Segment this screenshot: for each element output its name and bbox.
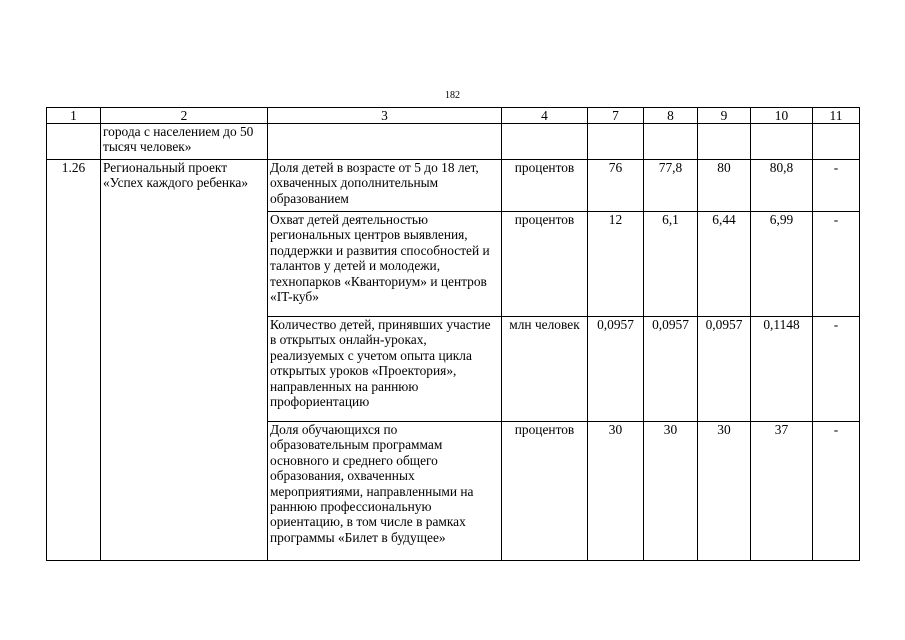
value-col-10: 37 xyxy=(751,422,813,561)
value-col-10: 80,8 xyxy=(751,160,813,212)
header-cell-8: 8 xyxy=(644,108,698,124)
value-col-10: 0,1148 xyxy=(751,317,813,422)
value-col-9: 0,0957 xyxy=(698,317,751,422)
project-code: 1.26 xyxy=(47,160,101,561)
value-col-9: 80 xyxy=(698,160,751,212)
value-col-8: 30 xyxy=(644,422,698,561)
indicator-unit: млн человек xyxy=(502,317,588,422)
value-col-8: 0,0957 xyxy=(644,317,698,422)
value-col-7: 76 xyxy=(588,160,644,212)
value-col-7: 30 xyxy=(588,422,644,561)
indicator-unit: процентов xyxy=(502,160,588,212)
indicator-unit: процентов xyxy=(502,422,588,561)
continuation-row xyxy=(47,124,860,160)
project-name: Региональный проект «Успех каждого ребенка» xyxy=(101,160,268,561)
value-col-11: - xyxy=(813,422,860,561)
indicators-table xyxy=(46,107,860,561)
indicator-text: Доля детей в возрасте от 5 до 18 лет, охваченных дополнительным образованием xyxy=(268,160,502,212)
value-col-11: - xyxy=(813,212,860,317)
value-col-7: 0,0957 xyxy=(588,317,644,422)
indicator-text: Количество детей, принявших участие в открытых онлайн-уроках, реализуемых с учетом опыта цикла открытых уроков «Проектория», направленных на раннюю профориентацию xyxy=(268,317,502,422)
value-col-11: - xyxy=(813,317,860,422)
indicator-text: Охват детей деятельностью региональных центров выявления, поддержки и развития способностей и талантов у детей и молодежи, технопарков «Кванториум» и центров «IT-куб» xyxy=(268,212,502,317)
value-col-8: 6,1 xyxy=(644,212,698,317)
header-cell-4: 4 xyxy=(502,108,588,124)
header-cell-3: 3 xyxy=(268,108,502,124)
header-cell-2: 2 xyxy=(101,108,268,124)
value-col-7: 12 xyxy=(588,212,644,317)
page-number: 182 xyxy=(445,90,460,101)
value-col-9: 6,44 xyxy=(698,212,751,317)
header-cell-10: 10 xyxy=(751,108,813,124)
header-cell-1: 1 xyxy=(47,108,101,124)
header-cell-11: 11 xyxy=(813,108,860,124)
table-row xyxy=(47,160,860,212)
indicator-unit: процентов xyxy=(502,212,588,317)
value-col-9: 30 xyxy=(698,422,751,561)
value-col-10: 6,99 xyxy=(751,212,813,317)
header-cell-9: 9 xyxy=(698,108,751,124)
value-col-11: - xyxy=(813,160,860,212)
header-row xyxy=(47,108,860,124)
indicator-text: Доля обучающихся по образовательным программам основного и среднего общего образования, охваченных мероприятиями, направленными на раннюю профессиональную ориентацию, в том числе в рамках программы «Билет в будущее» xyxy=(268,422,502,561)
header-cell-7: 7 xyxy=(588,108,644,124)
value-col-8: 77,8 xyxy=(644,160,698,212)
continuation-name: города с населением до 50 тысяч человек» xyxy=(101,124,268,160)
